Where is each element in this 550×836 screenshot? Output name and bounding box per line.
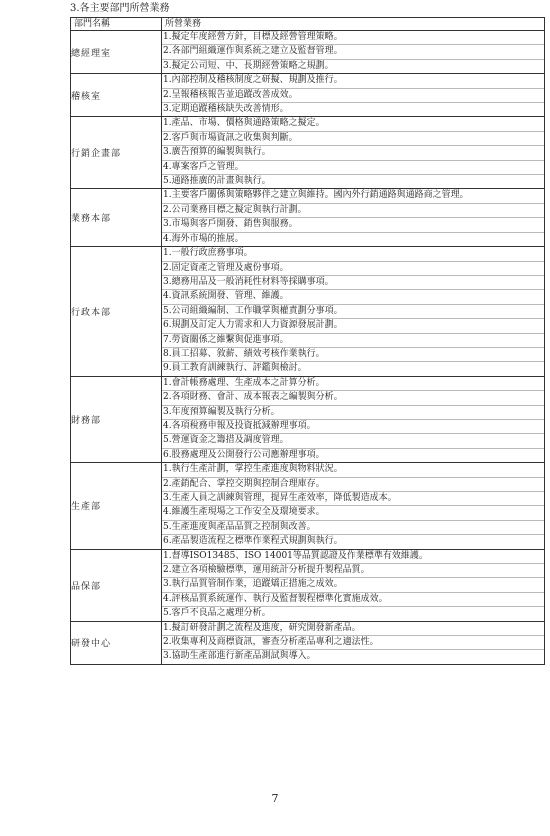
table-body (71, 31, 545, 665)
duty-item: 1.督導ISO13485、ISO 14001等品質認證及作業標準有效維護。 (163, 550, 428, 561)
table-row (71, 621, 545, 664)
duty-item: 2.建立各項檢驗標準，運用統計分析提升製程品質。 (162, 563, 544, 577)
duty-item: 1.產品、市場、價格與通路策略之擬定。 (163, 118, 325, 129)
duty-item: 2.各項財務、會計、成本報表之編製與分析。 (162, 390, 544, 404)
duty-item: 3.擬定公司短、中、長期經營策略之規劃。 (162, 59, 544, 73)
duty-item: 3.總務用品及一般消耗性材料等採購事項。 (162, 275, 544, 289)
duty-item: 3.市場與客戶開發、銷售與服務。 (162, 217, 544, 231)
duty-item: 1.擬定年度經營方針，目標及經營管理策略。 (163, 32, 343, 42)
page-number: 7 (271, 792, 279, 805)
header-business-duties: 所營業務 (162, 18, 545, 31)
duty-item: 6.股務處理及公開發行公司應辦理事項。 (162, 448, 544, 462)
department-duties (162, 549, 545, 621)
department-name: 品保部 (71, 549, 162, 621)
table-row (71, 549, 545, 621)
duty-item: 4.維護生產現場之工作安全及環境要求。 (162, 505, 544, 519)
duty-item: 4.資訊系統開發、管理、維護。 (162, 289, 544, 303)
table-row (71, 189, 545, 247)
department-name: 行政本部 (71, 247, 162, 377)
department-duties (162, 74, 545, 117)
duty-item: 3.廣告預算的編製與執行。 (162, 145, 544, 159)
duty-item: 2.客戶與市場資訊之收集與判斷。 (162, 131, 544, 145)
duty-item: 4.評核品質系統運作、執行及監督製程標準化實施成效。 (162, 592, 544, 606)
department-duties (162, 189, 545, 247)
department-duties (162, 31, 545, 74)
duty-item: 4.各項稅務申報及投資抵減辦理事項。 (162, 419, 544, 433)
duty-item: 3.定期追蹤稽核缺失改善情形。 (162, 102, 544, 116)
duty-item: 6.規劃及訂定人力需求和人力資源發展計劃。 (162, 318, 544, 332)
department-name: 財務部 (71, 376, 162, 462)
duty-item: 2.產銷配合、掌控交期與控制合理庫存。 (162, 477, 544, 491)
table-header-row (71, 18, 545, 31)
duty-item: 6.產品製造流程之標準作業程式規劃與執行。 (162, 534, 544, 548)
duty-item: 3.協助生產部進行新產品測試與導入。 (162, 649, 544, 663)
duty-item: 1.會計帳務處理、生產成本之計算分析。 (163, 377, 325, 388)
department-name: 總經理室 (71, 31, 162, 74)
department-name: 生產部 (71, 463, 162, 549)
duty-item: 4.海外市場的推展。 (162, 232, 544, 246)
duty-item: 1.擬訂研發計劃之流程及進度，研究開發新產品。 (163, 622, 361, 633)
duty-item: 2.呈報稽核報告並追蹤改善成效。 (162, 88, 544, 102)
duty-item: 7.勞資關係之維繫與促進事項。 (162, 333, 544, 347)
duty-item: 2.公司業務目標之擬定與執行計劃。 (162, 203, 544, 217)
table-row (71, 376, 545, 462)
duty-item: 3.生產人員之訓練與管理，提昇生產效率，降低製造成本。 (162, 491, 544, 505)
duty-item: 1.執行生產計劃，掌控生產進度與物料狀況。 (163, 464, 343, 475)
department-name: 稽核室 (71, 74, 162, 117)
department-duties (162, 376, 545, 462)
department-table (70, 17, 545, 665)
table-row (71, 74, 545, 117)
duty-item: 3.執行品質管制作業，追蹤矯正措施之成效。 (162, 577, 544, 591)
duty-item: 3.年度預算編製及執行分析。 (162, 405, 544, 419)
header-department-name: 部門名稱 (71, 18, 162, 31)
duty-item: 5.通路推廣的計畫與執行。 (162, 174, 544, 188)
duty-item: 9.員工教育訓練執行、評鑑與檢討。 (162, 361, 544, 375)
department-duties (162, 621, 545, 664)
duty-item: 1.內部控制及稽核制度之研擬、規劃及推行。 (163, 75, 343, 86)
department-duties (162, 117, 545, 189)
department-duties (162, 463, 545, 549)
duty-item: 4.專案客戶之管理。 (162, 160, 544, 174)
department-duties (162, 247, 545, 377)
duty-item: 2.收集專利及商標資訊，審查分析產品專利之適法性。 (162, 635, 544, 649)
duty-item: 5.生產進度與產品品質之控制與改善。 (162, 520, 544, 534)
duty-item: 2.固定資產之管理及處份事項。 (162, 261, 544, 275)
table-row (71, 117, 545, 189)
duty-item: 1.主要客戶關係與策略夥伴之建立與維持。國內外行銷通路與通路商之管理。 (163, 190, 469, 201)
duty-item: 2.各部門組織運作與系統之建立及監督管理。 (162, 44, 544, 58)
duty-item: 8.員工招募、敘薪、績效考核作業執行。 (162, 347, 544, 361)
duty-item: 5.營運資金之籌措及調度管理。 (162, 433, 544, 447)
table-row (71, 247, 545, 377)
duty-item: 1.一般行政庶務事項。 (163, 248, 253, 259)
duty-item: 5.公司組織編制、工作職掌與權責劃分事項。 (162, 304, 544, 318)
department-name: 研發中心 (71, 621, 162, 664)
table-row (71, 31, 545, 74)
table-row (71, 463, 545, 549)
duty-item: 5.客戶不良品之處理分析。 (162, 606, 544, 620)
department-name: 業務本部 (71, 189, 162, 247)
department-name: 行銷企畫部 (71, 117, 162, 189)
section-title: 3.各主要部門所營業務 (70, 3, 170, 14)
